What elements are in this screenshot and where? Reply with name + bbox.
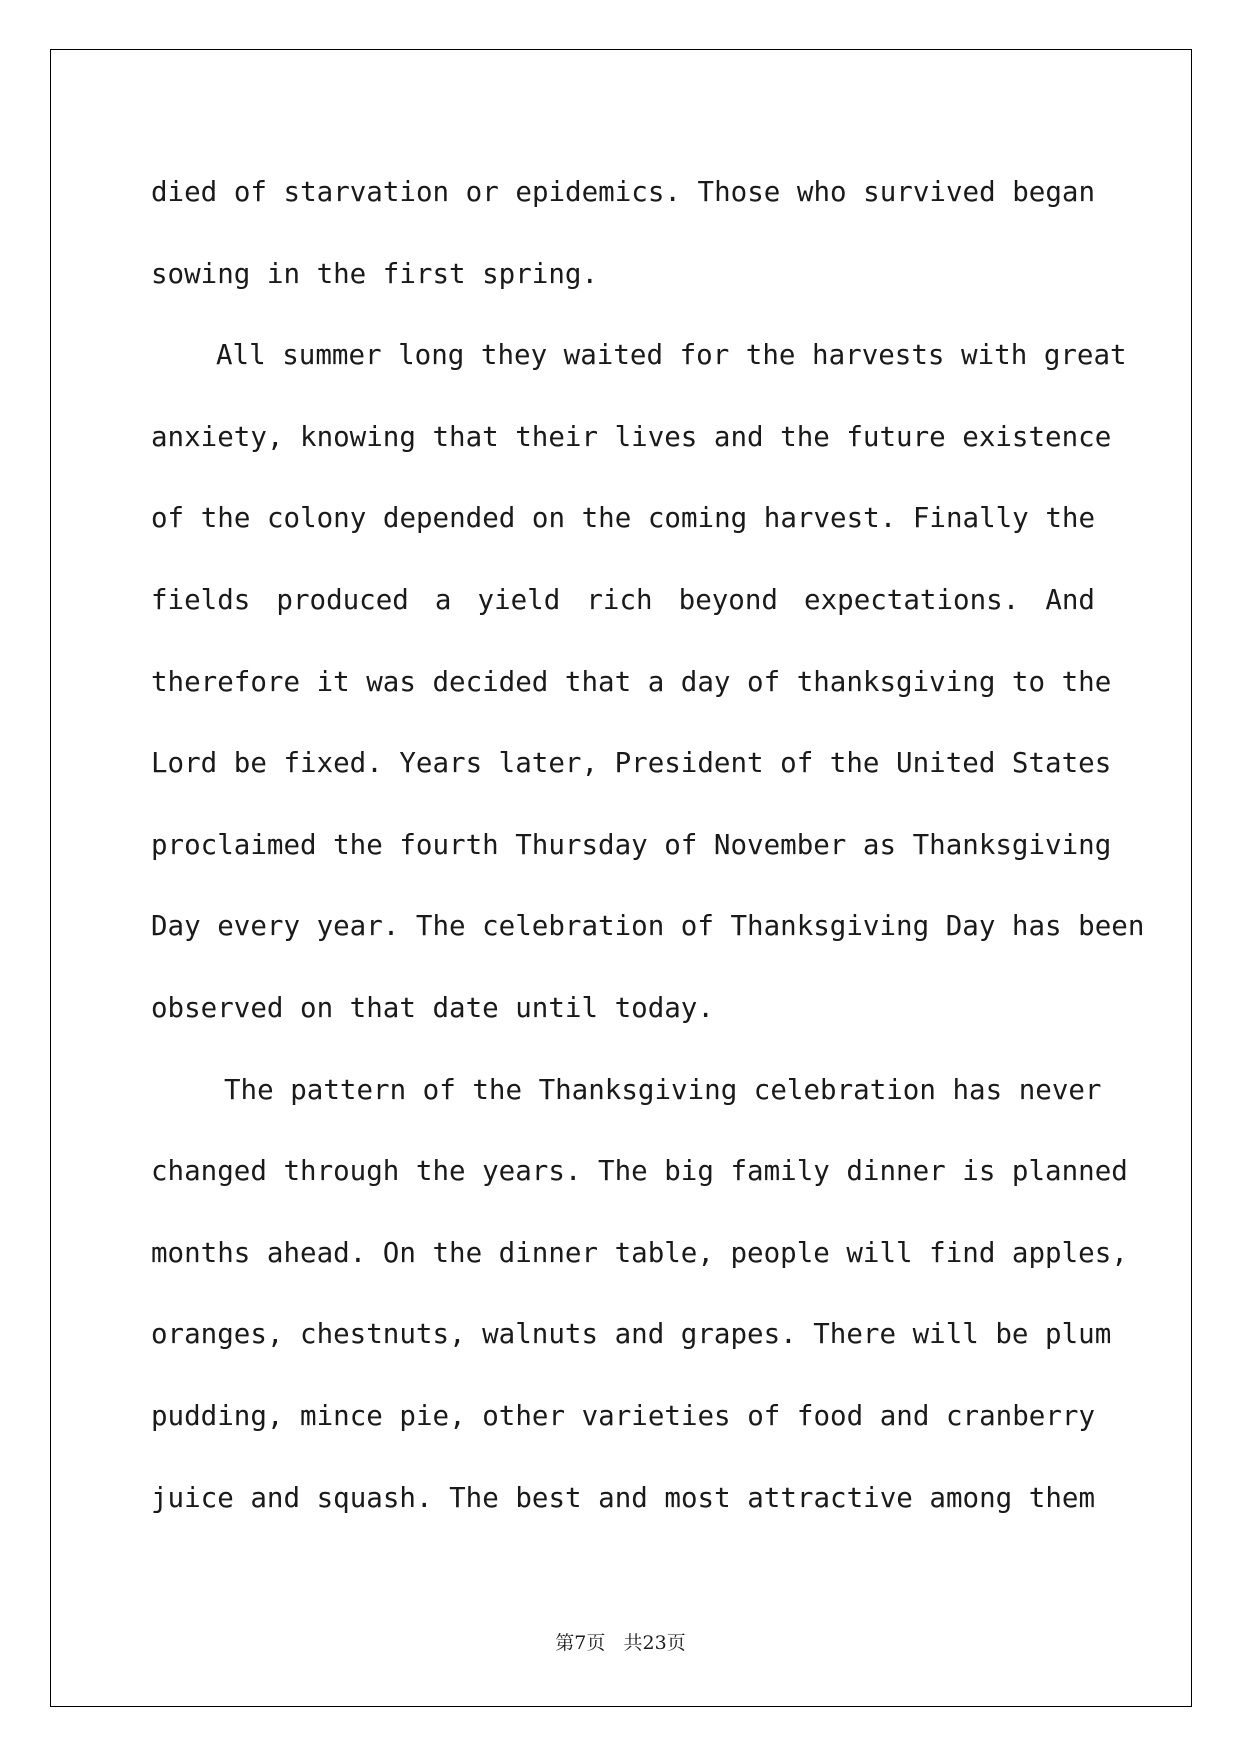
text-line: months ahead. On the dinner table, people will find apples, [151,1236,1128,1269]
text-line: oranges, chestnuts, walnuts and grapes. There will be plum [151,1318,1112,1351]
text-line: Lord be fixed. Years later, President of the United States [151,747,1112,780]
text-line: of the colony depended on the coming harvest. Finally the [151,502,1095,535]
page-total: 共23页 [623,1632,686,1654]
page-number: 第7页 [555,1632,606,1654]
text-line: sowing in the first spring. [151,257,599,290]
text-line: pudding, mince pie, other varieties of food and cranberry [151,1399,1095,1432]
text-line: juice and squash. The best and most attractive among them [151,1481,1095,1514]
page-footer [0,1630,1241,1656]
text-line: changed through the years. The big family dinner is planned [151,1155,1128,1188]
document-body [151,152,1145,1539]
text-line: died of starvation or epidemics. Those who survived began [151,176,1095,208]
paragraph-start-line: All summer long they waited for the harvests with great [216,339,1127,372]
text-line: therefore it was decided that a day of thanksgiving to the [151,665,1112,698]
text-line: observed on that date until today. [151,991,714,1024]
text-line: fields produced a yield rich beyond expectations. And [151,583,1095,616]
text-line: proclaimed the fourth Thursday of November as Thanksgiving [151,828,1112,861]
paragraph-start-line: The pattern of the Thanksgiving celebration has never [224,1073,1102,1106]
text-line: anxiety, knowing that their lives and the future existence [151,420,1112,453]
text-line: Day every year. The celebration of Thanksgiving Day has been [151,910,1145,943]
